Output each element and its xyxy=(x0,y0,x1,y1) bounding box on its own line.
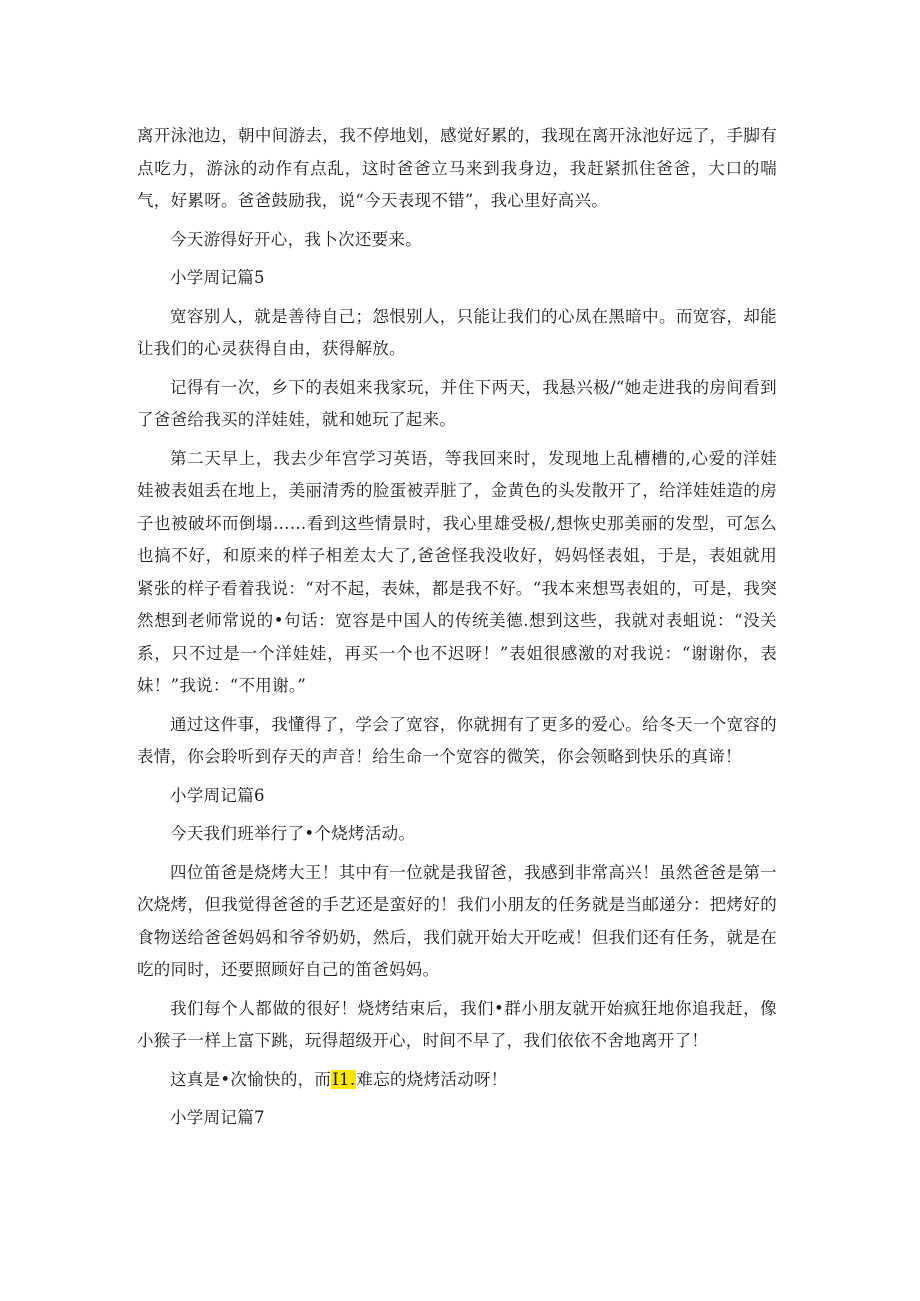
paragraph: 记得有一次，乡下的表姐来我家玩，并住下两天，我悬兴极/“她走进我的房间看到了爸爸给我买的洋娃娃，就和她玩了起来。 xyxy=(137,377,777,429)
paragraph: 四位笛爸是烧烤大王！其中有一位就是我留爸，我感到非常高兴！虽然爸爸是第一次烧烤，但我觉得爸爸的手艺还是蛮好的！我们小朋友的任务就是当邮递分：把烤好的食物送给爸爸妈妈和爷爷奶奶，然后，我们就开始大开吃戒！但我们还有任务，就是在吃的同时，还要照顾好自己的笛爸妈妈。 xyxy=(137,862,777,979)
section-heading: 小学周记篇6 xyxy=(170,785,265,805)
paragraph: 今天我们班举行了•个烧烤活动。 xyxy=(170,824,416,843)
paragraph: 离开泳池边，朝中间游去，我不停地划，感觉好累的，我现在离开泳池好远了，手脚有点吃力，游泳的动作有点乱，这时爸爸立马来到我身边，我赶紧抓住爸爸，大口的喘气，好累呀。爸爸鼓励我，说“今天表现不错”，我心里好高兴。 xyxy=(137,126,777,210)
section-heading: 小学周记篇5 xyxy=(170,268,265,287)
document-body xyxy=(137,120,777,1141)
paragraph-text-before: 这真是•次愉快的，而 xyxy=(170,1069,332,1089)
paragraph: 今天游得好开心，我卜次还要来。 xyxy=(170,229,422,249)
paragraph xyxy=(137,1064,777,1097)
paragraph: 宽容别人，就是善待自己；怨恨别人，只能让我们的心凤在黑暗中。而宽容，却能让我们的心灵获得自由，获得解放。 xyxy=(137,306,777,358)
highlighted-text: I1. xyxy=(332,1069,356,1089)
section-heading: 小学周记篇7 xyxy=(170,1108,265,1127)
paragraph: 第二天早上，我去少年宫学习英语，等我回来时，发现地上乱槽槽的,心爱的洋娃娃被表姐丢在地上，美丽清秀的脸蛋被弄脏了，金黄色的头发散开了，给洋娃娃造的房子也被破坏而倒塌……看到这些情景时，我心里雄受极/,想恢史那美丽的发型，可怎么也搞不好，和原来的样子相差太大了,爸爸怪我没收好，妈妈怪表姐，于是，表姐就用紧张的样子看着我说：“对不起，表妹，都是我不好。“我本来想骂表姐的，可是，我突然想到老师常说的•句话：宽容是中国人的传统美德.想到这些，我就对表蛆说：“没关系，只不过是一个洋娃娃，再买一个也不迟呀！”表姐很感激的对我说：“谢谢你，表妹！”我说：“不用谢。” xyxy=(137,448,777,695)
paragraph: 通过这件事，我懂得了，学会了宽容，你就拥有了更多的爱心。给冬天一个宽容的表情，你会聆听到存天的声音！给生命一个宽容的微笑，你会领略到快乐的真谛！ xyxy=(137,714,777,766)
paragraph: 我们每个人都做的很好！烧烤结束后，我们•群小朋友就开始疯狂地你追我赶，像小猴子一样上富下跳，玩得超级开心，时间不早了，我们依依不舍地离开了！ xyxy=(137,998,777,1050)
paragraph-text-after: 难忘的烧烤活动呀！ xyxy=(356,1069,508,1089)
